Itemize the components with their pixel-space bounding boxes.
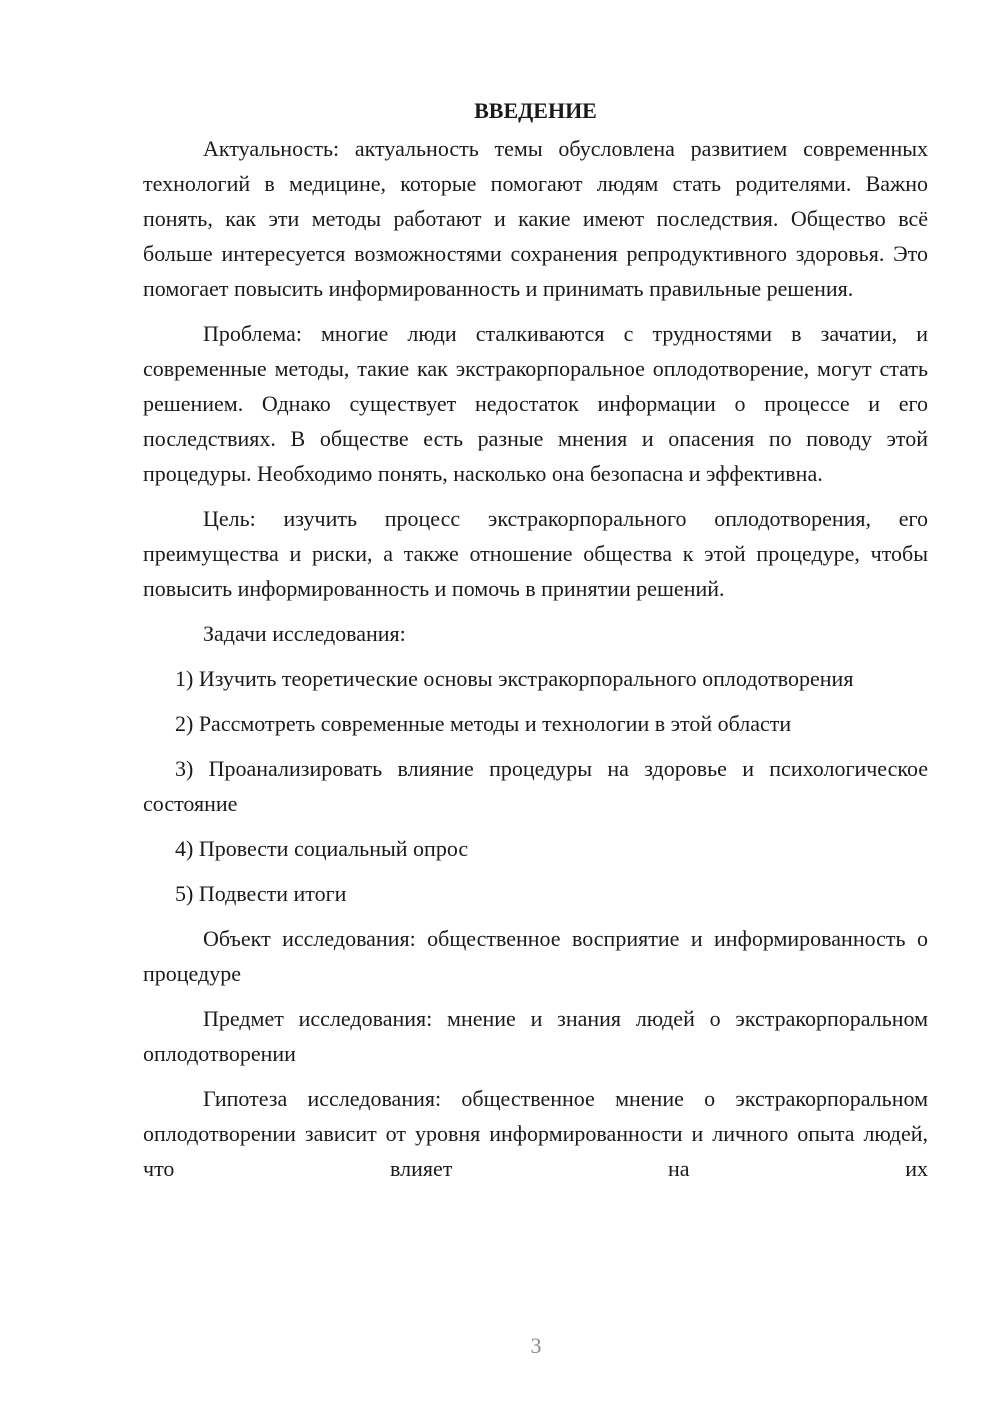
page-number: 3	[530, 1333, 542, 1358]
paragraph-relevance: Актуальность: актуальность темы обусловлена развитием современных технологий в медицине, которые помогают людям стать родителями. Важно понять, как эти методы работают и какие имеют последствия. Общество всё больше интересуется возможностями сохранения репродуктивного здоровья. Это помогает повысить информированность и принимать правильные решения.	[143, 136, 928, 301]
task-item: 2) Рассмотреть современные методы и технологии в этой области	[175, 711, 792, 736]
task-item: 5) Подвести итоги	[175, 881, 347, 906]
paragraph-object: Объект исследования: общественное восприятие и информированность о процедуре	[143, 926, 928, 986]
paragraph-subject: Предмет исследования: мнение и знания людей о экстракорпоральном оплодотворении	[143, 1006, 928, 1066]
task-item: 4) Провести социальный опрос	[175, 836, 469, 861]
section-title: ВВЕДЕНИЕ	[474, 98, 597, 123]
paragraph-goal: Цель: изучить процесс экстракорпорального оплодотворения, его преимущества и риски, а также отношение общества к этой процедуре, чтобы повысить информированность и помочь в принятии решений.	[143, 506, 928, 601]
tasks-heading: Задачи исследования:	[203, 621, 406, 646]
document-page	[143, 96, 928, 1186]
paragraph-hypothesis: Гипотеза исследования: общественное мнение о экстракорпоральном оплодотворении зависит от уровня информированности и личного опыта людей, что влияет на их	[143, 1086, 928, 1181]
task-item: 3) Проанализировать влияние процедуры на здоровье и психологическое состояние	[143, 756, 928, 816]
task-item: 1) Изучить теоретические основы экстракорпорального оплодотворения	[175, 666, 854, 691]
paragraph-problem: Проблема: многие люди сталкиваются с трудностями в зачатии, и современные методы, такие как экстракорпоральное оплодотворение, могут стать решением. Однако существует недостаток информации о процессе и его последствиях. В обществе есть разные мнения и опасения по поводу этой процедуры. Необходимо понять, насколько она безопасна и эффективна.	[143, 321, 928, 486]
